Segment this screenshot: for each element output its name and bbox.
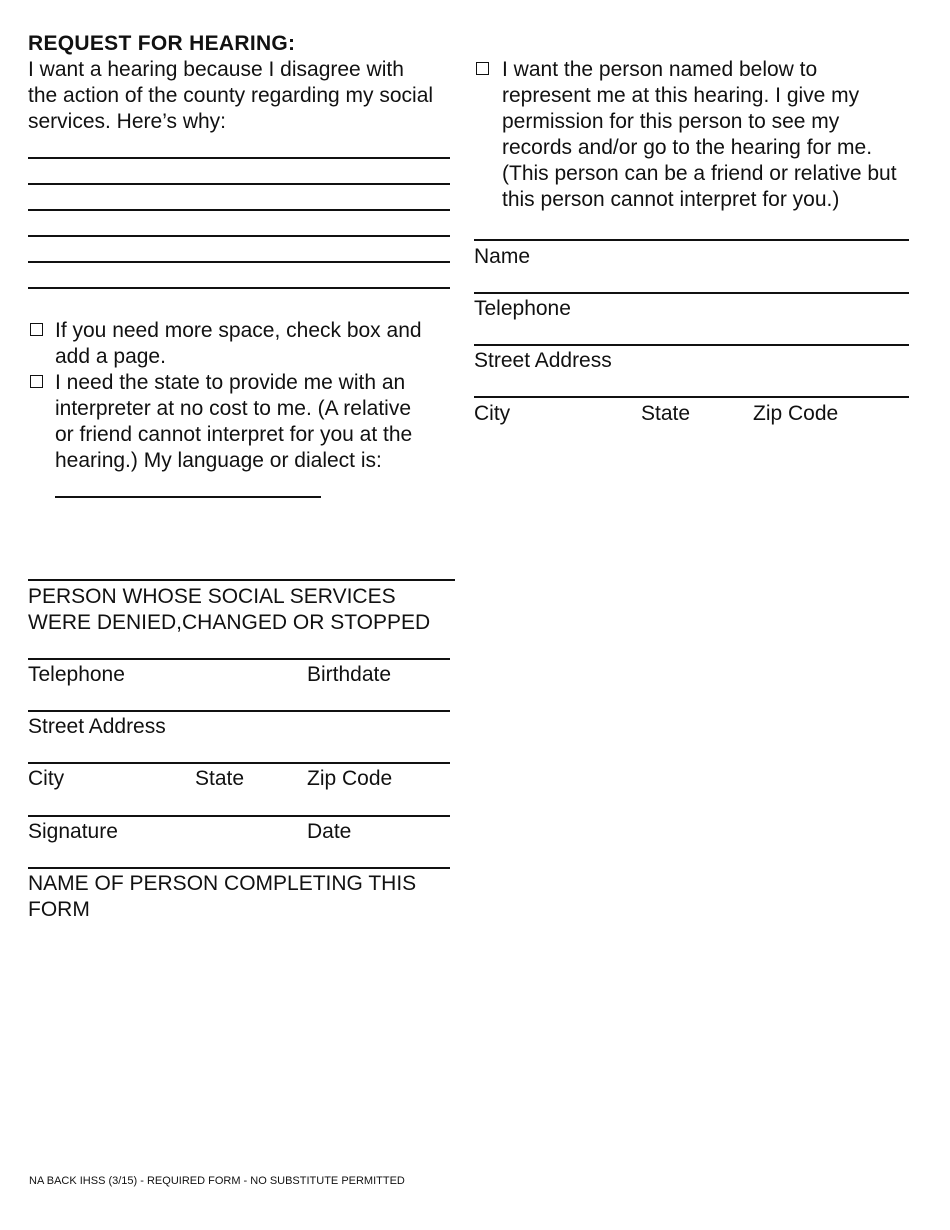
more-space-checkbox[interactable] — [30, 323, 43, 336]
completer-label: NAME OF PERSON COMPLETING THIS FORM — [28, 872, 417, 921]
reason-line-2[interactable] — [28, 183, 450, 185]
rep-zip-code-label: Zip Code — [753, 402, 839, 425]
rep-city-state-zip-line[interactable] — [474, 396, 909, 398]
reason-line-3[interactable] — [28, 209, 450, 211]
form-footer: NA BACK IHSS (3/15) - REQUIRED FORM - NO SUBSTITUTE PERMITTED — [29, 1175, 405, 1187]
completer-name-line[interactable] — [28, 867, 450, 869]
zip-code-label: Zip Code — [307, 767, 393, 790]
signature-date-line[interactable] — [28, 815, 450, 817]
reason-line-4[interactable] — [28, 235, 450, 237]
language-line[interactable] — [55, 496, 321, 498]
rep-city-label: City — [474, 402, 511, 425]
birthdate-label: Birthdate — [307, 663, 392, 686]
telephone-birthdate-line[interactable] — [28, 658, 450, 660]
street-address-label: Street Address — [28, 715, 166, 738]
reason-line-5[interactable] — [28, 261, 450, 263]
rep-telephone-label: Telephone — [474, 297, 571, 320]
reason-line-6[interactable] — [28, 287, 450, 289]
signature-label: Signature — [28, 820, 118, 843]
representative-checkbox[interactable] — [476, 62, 489, 75]
interpreter-text: I need the state to provide me with an interpreter at no cost to me. (A relative or friend cannot interpret for you at the hearing.) My language or dialect is: — [55, 371, 413, 472]
rep-telephone-line[interactable] — [474, 292, 909, 294]
telephone-label: Telephone — [28, 663, 125, 686]
rep-street-label: Street Address — [474, 349, 612, 372]
rep-name-label: Name — [474, 245, 531, 268]
rep-name-line[interactable] — [474, 239, 909, 241]
city-state-zip-line[interactable] — [28, 762, 450, 764]
more-space-text: If you need more space, check box and add a page. — [55, 319, 422, 368]
form-title: REQUEST FOR HEARING: — [28, 32, 296, 55]
representative-text: I want the person named below to represent me at this hearing. I give my permission for this person to see my records and/or go to the hearing for me. (This person can be a friend or relative but this person cannot interpret for you.) — [502, 58, 897, 211]
person-name-line[interactable] — [28, 579, 455, 581]
date-label: Date — [307, 820, 352, 843]
person-heading: PERSON WHOSE SOCIAL SERVICES WERE DENIED,CHANGED OR STOPPED — [28, 585, 431, 634]
city-label: City — [28, 767, 65, 790]
state-label: State — [195, 767, 245, 790]
rep-state-label: State — [641, 402, 691, 425]
interpreter-checkbox[interactable] — [30, 375, 43, 388]
reason-line-1[interactable] — [28, 157, 450, 159]
rep-street-line[interactable] — [474, 344, 909, 346]
intro-text: I want a hearing because I disagree with the action of the county regarding my social services. Here’s why: — [28, 58, 434, 133]
street-address-line[interactable] — [28, 710, 450, 712]
